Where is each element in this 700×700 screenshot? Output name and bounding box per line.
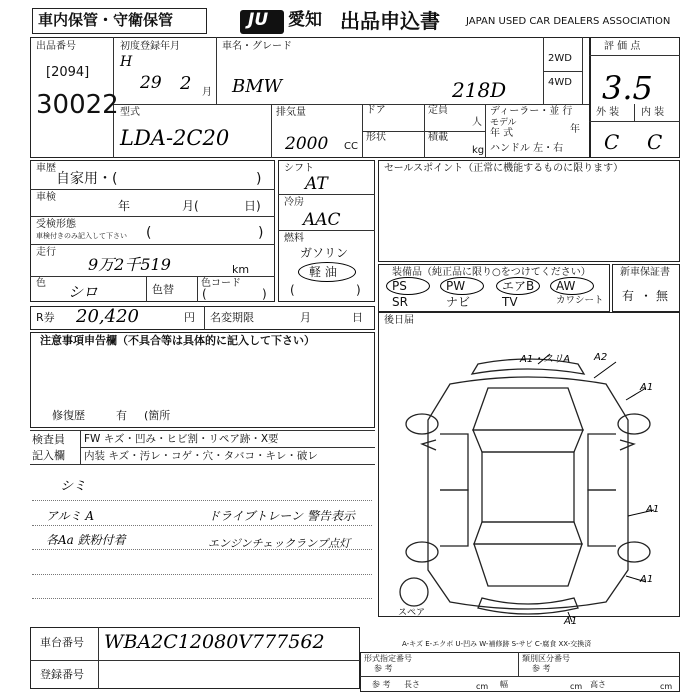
inspector-fw-row: FW キズ・凹み・ヒビ割・リペア跡・X要: [84, 433, 279, 445]
lot-number-label: 出品番号: [36, 41, 76, 52]
evaluation-label: 評 価 点: [604, 41, 641, 52]
accept-open: (: [146, 225, 152, 241]
shift-label: シフト: [284, 163, 314, 174]
color-change-label: 色替: [152, 283, 174, 296]
load-unit: kg: [472, 145, 485, 156]
dimension-width-unit: cm: [570, 682, 583, 691]
car-name-label: 車名・グレード: [222, 41, 292, 52]
inspector-entry-label: 記入欄: [32, 449, 65, 462]
damage-label-rear: A1: [564, 616, 578, 627]
equipment-circle: [550, 277, 594, 295]
accept-close: ): [258, 225, 264, 241]
damage-label-front: A1・スリA: [520, 354, 571, 365]
equipment-label: 装備品（純正品に限り○をつけてください）: [392, 267, 591, 278]
inspector-note-drivetrain: ドライブトレーン 警告表示: [208, 509, 355, 523]
spare-tire: [400, 578, 428, 606]
mileage-unit: km: [232, 263, 250, 276]
repair-yes: 有: [116, 409, 127, 422]
class-number-label: 類別区分番号: [522, 654, 570, 663]
equipment-item: PS: [392, 279, 407, 293]
car-body-outline: [428, 377, 628, 609]
accept-subtext: 車検付きのみ記入して下さい: [36, 232, 127, 240]
damage-legend: A-キズ E-エクボ U-凹み W-補修跡 S-サビ C-腐食 XX-交換済: [402, 640, 592, 648]
equipment-item: AW: [556, 279, 576, 293]
equipment-item: PW: [446, 279, 466, 293]
car-name: BMW: [232, 76, 283, 97]
inspector-note-engine: エンジンチェックランプ点灯: [208, 537, 351, 550]
inspection-month: 月(: [182, 199, 199, 213]
warranty-sep: ・: [640, 289, 653, 303]
registration-era: H: [120, 54, 133, 70]
warranty-no: 無: [656, 289, 669, 303]
dimension-length-unit: cm: [476, 682, 489, 691]
drive-2wd: 2WD: [548, 53, 572, 64]
trunk: [474, 544, 582, 586]
repair-label: 修復歴: [52, 409, 85, 422]
repair-detail: (箇所: [144, 409, 171, 422]
recycle-unit: 円: [184, 311, 195, 324]
color-code-close: ): [262, 287, 267, 301]
rear-bumper: [478, 598, 578, 614]
fuel-label: 燃料: [284, 233, 304, 244]
history-value: 自家用・(: [56, 171, 118, 187]
equipment-item: エアB: [502, 279, 535, 293]
interior-label: 内 装: [641, 107, 665, 118]
mileage-label: 走行: [36, 247, 56, 258]
form-number-label: 形式指定番号: [364, 654, 412, 663]
equipment-circle: [440, 277, 484, 295]
inspection-year: 年: [118, 199, 131, 213]
form-number-ref: 参 考: [374, 664, 393, 673]
lot-number: 30022: [36, 90, 119, 120]
sales-point-box: [378, 160, 680, 262]
shift-value: AT: [305, 174, 328, 194]
equipment-circle: [496, 277, 540, 295]
recycle-value: 20,420: [76, 306, 139, 327]
accept-label: 受検形態: [36, 219, 76, 230]
dimension-width: 幅: [500, 680, 508, 689]
model-label: 型式: [120, 107, 140, 118]
document-title: 出品申込書: [340, 9, 440, 33]
wheel-front-right: [618, 414, 650, 434]
damage-label-right-rear: A1: [640, 574, 654, 585]
exterior-grade: C: [604, 130, 620, 154]
registration-month: 2: [180, 73, 192, 94]
damage-label-front-corner: A2: [594, 352, 608, 363]
name-change-label: 名変期限: [210, 311, 254, 324]
equipment-item: TV: [502, 295, 518, 309]
hood: [473, 388, 583, 430]
model-year-label: モデル: [490, 118, 517, 128]
chassis-number: WBA2C12080V777562: [104, 631, 325, 653]
damage-label-right-front: A1: [640, 382, 654, 393]
notes-label: 注意事項申告欄（不具合等は具体的に記入して下さい）: [40, 334, 315, 347]
name-change-day: 日: [352, 311, 363, 324]
dimension-height: 高さ: [590, 680, 606, 689]
recycle-label: R券: [36, 311, 55, 324]
inspector-note-alloy: アルミ A: [46, 509, 95, 523]
association-name: JAPAN USED CAR DEALERS ASSOCIATION: [466, 16, 671, 27]
registration-year: 29: [140, 73, 162, 93]
car-damage-diagram: [378, 340, 680, 640]
color-code-label: 色コード: [201, 278, 241, 289]
damage-label-right-side: A1: [646, 504, 660, 515]
chassis-label: 車台番号: [40, 636, 84, 649]
roof: [482, 452, 574, 522]
registration-month-unit: 月: [202, 87, 212, 98]
aichi-label: 愛知: [288, 10, 322, 30]
car-grade: 218D: [452, 78, 507, 102]
windshield: [473, 430, 583, 452]
load-label: 積載: [428, 132, 448, 143]
interior-grade: C: [647, 130, 663, 154]
ju-logo-text: JU: [248, 10, 269, 30]
wheel-front-left: [406, 414, 438, 434]
color-value: シロ: [68, 283, 99, 301]
model-code: LDA-2C20: [120, 126, 230, 150]
fuel-diesel: 軽 油: [309, 265, 337, 279]
capacity-unit: 人: [472, 117, 482, 128]
lot-bracket-number: [2094]: [46, 65, 90, 80]
post-inspection-label: 後日届: [384, 315, 414, 326]
wheel-rear-right: [618, 542, 650, 562]
displacement-label: 排気量: [276, 107, 306, 118]
year-label: 年 式: [490, 128, 514, 139]
fuel-open: (: [290, 283, 295, 297]
history-label: 車歴: [36, 163, 56, 174]
color-code-open: (: [202, 287, 207, 301]
fuel-close: ): [356, 283, 361, 297]
evaluation-score: 3.5: [602, 69, 653, 107]
drive-4wd: 4WD: [548, 77, 572, 88]
warranty-label: 新車保証書: [620, 267, 670, 278]
history-close: ): [256, 171, 262, 187]
door-label: ドア: [366, 105, 386, 116]
warranty-yes: 有: [622, 289, 635, 303]
equipment-item: ナビ: [446, 295, 471, 309]
inspector-label: 検査員: [32, 433, 65, 446]
dimensions-ref: 参 考: [372, 680, 391, 689]
dealer-label: ディーラー・並 行: [490, 106, 573, 117]
displacement-value: 2000: [285, 134, 329, 154]
first-registration-label: 初度登録年月: [120, 41, 180, 52]
inspection-label: 車検: [36, 192, 56, 203]
equipment-item: カワシート: [556, 295, 604, 306]
plate-label: 登録番号: [40, 668, 84, 681]
storage-title: 車内保管・守衛保管: [38, 11, 174, 29]
displacement-unit: CC: [344, 141, 358, 152]
inspector-note-iron: 各Aa 鉄粉付着: [46, 533, 126, 547]
exterior-label: 外 装: [596, 107, 620, 118]
sales-point-label: セールスポイント（正常に機能するものに限ります）: [384, 163, 624, 174]
equipment-item: SR: [392, 295, 408, 309]
name-change-month: 月: [300, 311, 311, 324]
color-label: 色: [36, 278, 46, 289]
spare-label: スペア: [398, 608, 426, 618]
wheel-rear-left: [406, 542, 438, 562]
rear-window: [474, 522, 582, 544]
fuel-gasoline: ガソリン: [300, 246, 349, 260]
dimension-height-unit: cm: [660, 682, 673, 691]
inspector-interior-row: 内装 キズ・汚レ・コゲ・穴・タバコ・キレ・破レ: [84, 450, 318, 462]
aircon-label: 冷房: [284, 197, 304, 208]
inspector-note-stain: シミ: [60, 479, 87, 494]
aircon-value: AAC: [303, 210, 341, 230]
inspection-day: 日): [244, 199, 261, 213]
dimension-length: 長さ: [404, 680, 420, 689]
shape-label: 形状: [366, 132, 386, 143]
handle-label: ハンドル 左・右: [490, 143, 564, 154]
mileage-value: 9万2千519: [88, 255, 171, 274]
equipment-circle: [386, 277, 430, 295]
capacity-label: 定員: [428, 105, 448, 116]
class-number-ref: 参 考: [532, 664, 551, 673]
year-unit: 年: [570, 124, 580, 135]
